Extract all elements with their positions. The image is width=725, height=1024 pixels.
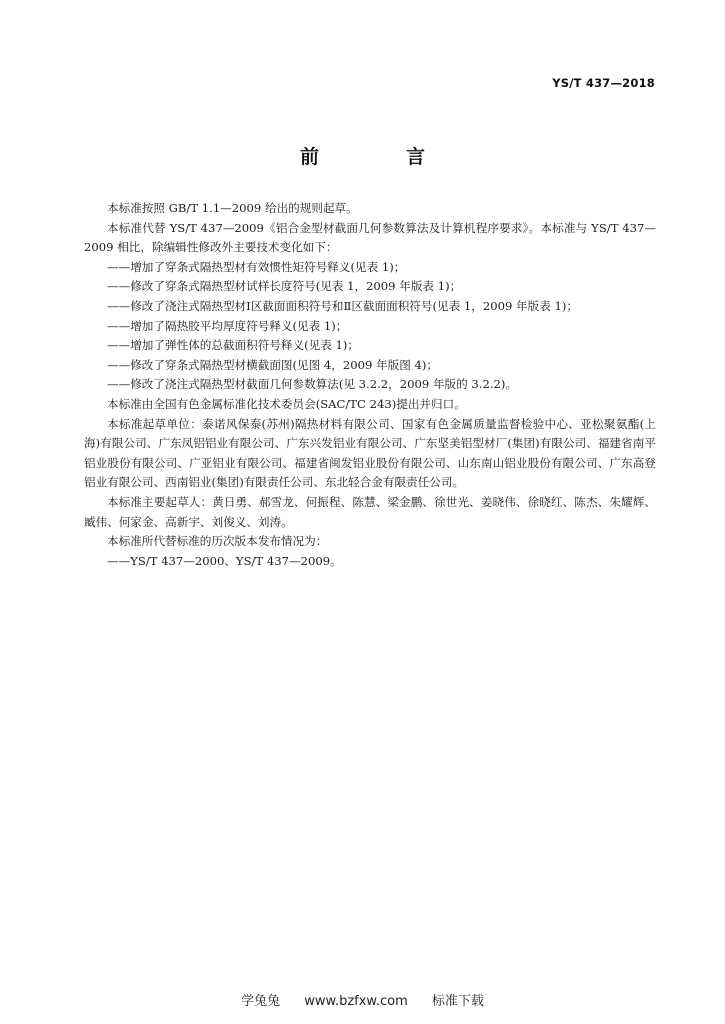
list-item-change: ——修改了浇注式隔热型材截面几何参数算法(见 3.2.2，2009 年版的 3.2.2)。 [107,377,518,392]
footer-url[interactable]: www.bzfxw.com [304,994,408,1009]
foreword-body [84,199,656,571]
list-item-change: ——修改了浇注式隔热型材Ⅰ区截面面积符号和Ⅱ区截面面积符号(见表 1，2009 年版表 1)； [107,298,579,313]
paragraph-drafting-units: 本标准起草单位：泰诺风保泰(苏州)隔热材料有限公司、国家有色金属质量监督检验中心、亚松聚氨酯(上海)有限公司、广东凤铝铝业有限公司、广东兴发铝业有限公司、广东坚美铝型材厂(集团)有限公司、福建省南平铝业股份有限公司、广亚铝业有限公司、福建省闽发铝业股份有限公司、山东南山铝业股份有限公司、广东高登铝业有限公司、西南铝业(集团)有限责任公司、东北轻合金有限责任公司。 [84,416,656,490]
footer-tagline: 标准下载 [431,994,484,1009]
paragraph-replacement: 本标准代替 YS/T 437—2009《铝合金型材截面几何参数算法及计算机程序要求》。本标准与 YS/T 437—2009 相比，除编辑性修改外主要技术变化如下： [84,220,656,255]
footer-watermark [0,990,725,1009]
paragraph-drafters: 本标准主要起草人：黄日勇、郝雪龙、何振程、陈慧、梁金鹏、徐世光、姜晓伟、徐晓红、陈杰、朱耀辉、臧伟、何家金、高新宇、刘俊义、刘涛。 [84,494,656,529]
paragraph-proposer: 本标准由全国有色金属标准化技术委员会(SAC/TC 243)提出并归口。 [107,396,466,411]
footer-site-name: 学兔兔 [241,994,281,1009]
list-item-change: ——增加了隔热胶平均厚度符号释义(见表 1)； [107,318,348,333]
list-item-history: ——YS/T 437—2000、YS/T 437—2009。 [107,553,342,568]
list-item-change: ——增加了穿条式隔热型材有效惯性矩符号释义(见表 1)； [107,259,406,274]
page-title: 前 言 [299,146,459,168]
paragraph-drafting-rules: 本标准按照 GB/T 1.1—2009 给出的规则起草。 [107,201,358,215]
list-item-change: ——增加了弹性体的总截面积符号释义(见表 1)； [107,338,359,353]
paragraph-history-intro: 本标准所代替标准的历次版本发布情况为： [107,534,328,549]
list-item-change: ——修改了穿条式隔热型材试样长度符号(见表 1，2009 年版表 1)； [107,279,462,294]
list-item-change: ——修改了穿条式隔热型材横截面图(见图 4，2009 年版图 4)； [107,357,439,372]
standard-code: YS/T 437—2018 [552,76,655,90]
